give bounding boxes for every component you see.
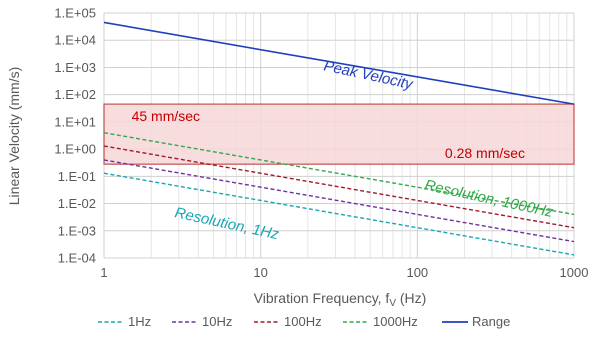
y-tick-label: 1.E-04 xyxy=(57,250,96,266)
x-axis-title-main: Vibration Frequency, f xyxy=(253,290,390,306)
x-tick-label: 1 xyxy=(100,265,108,280)
legend-label-10hz: 10Hz xyxy=(202,314,233,329)
annotation-label: 45 mm/sec xyxy=(131,107,201,124)
y-tick-label: 1.E-01 xyxy=(57,168,96,184)
x-tick-label: 1000 xyxy=(559,265,589,280)
y-tick-label: 1.E+04 xyxy=(54,32,96,48)
legend-label-1000hz: 1000Hz xyxy=(373,314,418,329)
y-tick-label: 1.E+05 xyxy=(54,5,96,21)
legend xyxy=(98,314,510,329)
y-tick-label: 1.E+01 xyxy=(54,114,96,130)
y-tick-label: 1.E+02 xyxy=(54,87,96,103)
legend-label-100hz: 100Hz xyxy=(284,314,322,329)
legend-label-1hz: 1Hz xyxy=(128,314,152,329)
x-tick-label: 10 xyxy=(253,265,268,280)
legend-label-range: Range xyxy=(472,314,511,329)
y-tick-label: 1.E-02 xyxy=(57,196,96,212)
y-tick-label: 1.E+03 xyxy=(54,59,96,75)
annotation-label: Resolution, 1000Hz xyxy=(422,176,555,222)
annotation-label: 0.28 mm/sec xyxy=(444,145,526,162)
y-tick-labels xyxy=(54,6,96,266)
x-axis-title xyxy=(254,290,427,309)
x-tick-label: 100 xyxy=(406,265,429,280)
annotation-label: Peak Velocity xyxy=(322,57,415,94)
y-axis-title: Linear Velocity (mm/s) xyxy=(6,66,22,206)
x-axis-title-sub: V xyxy=(389,298,397,309)
y-tick-label: 1.E-03 xyxy=(57,223,96,239)
x-tick-labels xyxy=(100,265,588,280)
x-axis-title-unit: (Hz) xyxy=(396,290,427,306)
y-tick-label: 1.E+00 xyxy=(54,141,96,157)
annotation-label: Resolution, 1Hz xyxy=(173,204,281,244)
